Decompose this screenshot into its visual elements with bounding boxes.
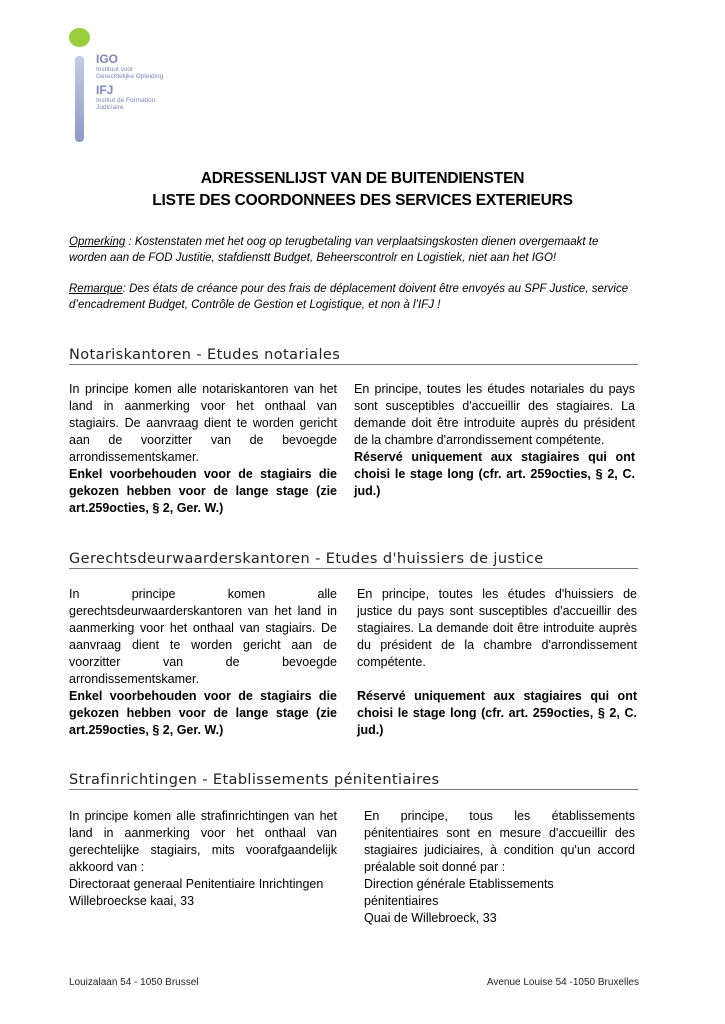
notaries-fr-text: En principe, toutes les études notariales du pays sont susceptibles d'accueillir des stagiaires. La demande doit être introduite auprès du président de la chambre d'arrondissement compétente. xyxy=(354,382,635,447)
section-bailiffs-nl xyxy=(69,586,337,739)
footer-address-nl: Louizalaan 54 - 1050 Brussel xyxy=(69,977,199,988)
bailiffs-nl-text: In principe komen alle gerechtsdeurwaarderskantoren van het land in aanmerking voor het onthaal van stagiairs. De aanvraag dient te worden gericht aan de voorzitter van de bevoegde arrondissementskamer. xyxy=(69,587,337,686)
logo-line-nl-2: Gerechtelijke Opleiding xyxy=(96,73,164,80)
section-prisons-fr xyxy=(364,808,635,927)
logo-line-fr-1: Institut de Formation xyxy=(96,97,156,104)
logo-dot-icon xyxy=(69,28,90,47)
section-heading-bailiffs: Gerechtsdeurwaarderskantoren - Etudes d'huissiers de justice xyxy=(69,550,638,569)
prisons-nl-text: In principe komen alle strafinrichtingen van het land in aanmerking voor het onthaal van gerechtelijke stagiairs, mits voorafgaandelijk akkoord van : xyxy=(69,809,337,874)
title-nl: ADRESSENLIJST VAN DE BUITENDIENSTEN xyxy=(200,170,525,187)
prisons-nl-addr-2: Willebroeckse kaai, 33 xyxy=(69,894,195,908)
notaries-fr-bold: Réservé uniquement aux stagiaires qui ont choisi le stage long (cfr. art. 259octies, § 2, C. jud.) xyxy=(354,450,635,498)
prisons-fr-addr-1: Direction générale Etablissements pénitentiaires xyxy=(364,877,554,908)
logo-line-fr-2: Judiciaire xyxy=(96,104,124,111)
note-fr-label: Remarque xyxy=(69,283,123,295)
note-nl-text: : Kostenstaten met het oog op terugbetaling van verplaatsingskosten dienen overgemaakt te worden aan de FOD Justitie, stafdienstt Budget, Beheerscontrolr en Logistiek, niet aan het IGO! xyxy=(69,236,599,264)
bailiffs-nl-bold: Enkel voorbehouden voor de stagiairs die gekozen hebben voor de lange stage (zie art.259octies, § 2, Ger. W.) xyxy=(69,689,337,737)
section-bailiffs-fr xyxy=(357,586,637,739)
section-notaries-nl xyxy=(69,381,337,517)
section-prisons-nl xyxy=(69,808,337,910)
igo-ifj-logo xyxy=(66,26,176,122)
section-heading-notaries: Notariskantoren - Etudes notariales xyxy=(69,346,638,365)
notaries-nl-bold: Enkel voorbehouden voor de stagiairs die gekozen hebben voor de lange stage (zie art.259octies, § 2, Ger. W.) xyxy=(69,467,337,515)
note-nl xyxy=(69,234,639,266)
bailiffs-fr-bold: Réservé uniquement aux stagiaires qui ont choisi le stage long (cfr. art. 259octies, § 2, C. jud.) xyxy=(357,689,637,737)
prisons-nl-addr-1: Directoraat generaal Penitentiaire Inrichtingen xyxy=(69,877,324,891)
logo-abbr-fr: IFJ xyxy=(96,83,114,97)
section-notaries-fr xyxy=(354,381,635,500)
logo-stem-icon xyxy=(75,56,84,142)
logo-abbr-nl: IGO xyxy=(96,52,119,66)
note-nl-label: Opmerking xyxy=(69,236,126,248)
prisons-fr-text: En principe, tous les établissements pénitentiaires sont en mesure d'accueillir des stagiaires judiciaires, à condition qu'un accord préalable soit donné par : xyxy=(364,809,635,874)
section-heading-prisons: Strafinrichtingen - Etablissements pénitentiaires xyxy=(69,771,638,790)
logo-line-nl-1: Instituut voor xyxy=(96,66,134,73)
title-fr: LISTE DES COORDONNEES DES SERVICES EXTERIEURS xyxy=(152,192,573,209)
notaries-nl-text: In principe komen alle notariskantoren van het land in aanmerking voor het onthaal van stagiairs. De aanvraag dient te worden gericht aan de voorzitter van de bevoegde arrondissementskamer. xyxy=(69,382,337,464)
bailiffs-fr-text: En principe, toutes les études d'huissiers de justice du pays sont susceptibles d'accueillir des stagiaires. La demande doit être introduite auprès du président de la chambre d'arrondissement compétente. xyxy=(357,587,637,669)
note-fr-text: : Des états de créance pour des frais de déplacement doivent être envoyés au SPF Justice, service d’encadrement Budget, Contrôle de Gestion et Logistique, et non à l’IFJ ! xyxy=(69,283,629,311)
footer-address-fr: Avenue Louise 54 -1050 Bruxelles xyxy=(486,977,639,988)
note-fr xyxy=(69,281,639,313)
prisons-fr-addr-2: Quai de Willebroeck, 33 xyxy=(364,911,497,925)
